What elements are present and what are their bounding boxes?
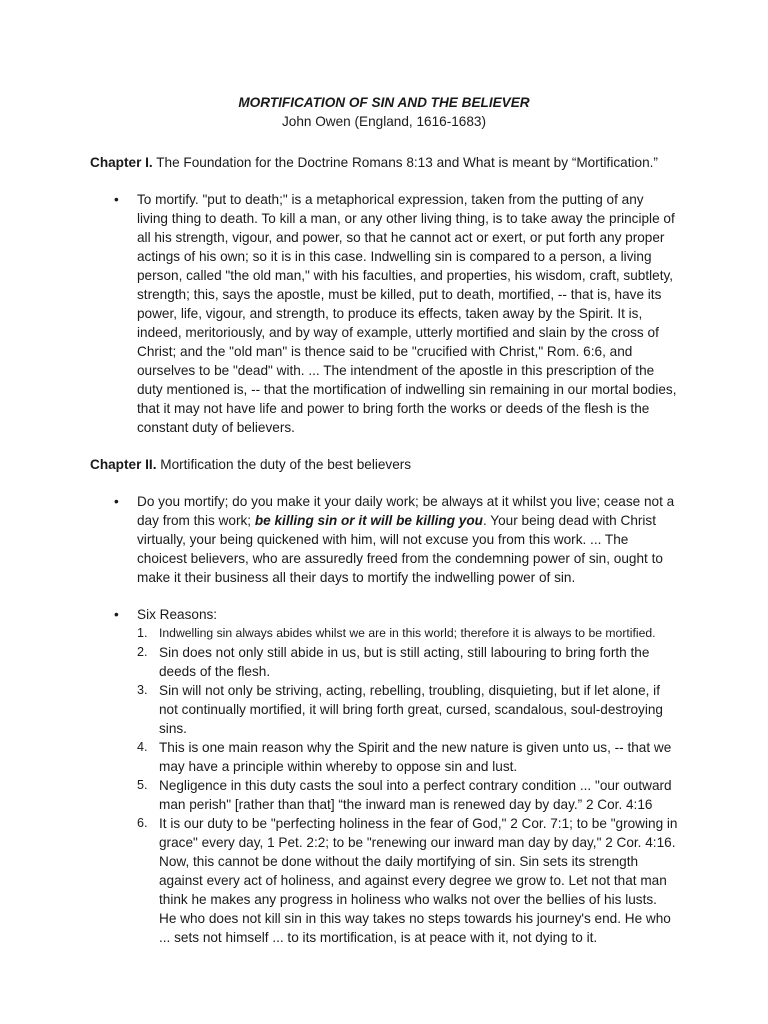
chapter-2-list — [90, 492, 678, 947]
reason-item — [137, 738, 678, 776]
chapter-1-list — [90, 190, 678, 437]
reason-item — [137, 814, 678, 947]
chapter-1-label: Chapter I. — [90, 155, 153, 170]
document-author: John Owen (England, 1616-1683) — [281, 114, 487, 129]
reason-item — [137, 681, 678, 738]
document-title: MORTIFICATION OF SIN AND THE BELIEVER — [238, 95, 530, 110]
reason-item — [137, 643, 678, 681]
reason-item — [137, 624, 678, 643]
list-item — [90, 190, 678, 437]
chapter-2-title: Mortification the duty of the best believers — [156, 457, 412, 472]
reason-text: It is our duty to be "perfecting holiness in the fear of God," 2 Cor. 7:1; to be "growing in grace" every day, 1 Pet. 2:2; to be "renewing our inward man day by day," 2 Cor. 4:16. Now, this cannot be done without the daily mortifying of sin. Sin sets its strength against every act of holiness, and against every degree we grow to. Let not that man think he makes any progress in holiness who walks not over the bellies of his lusts. He who does not kill sin in this way takes no steps towards his journey's end. He who ... sets not himself ... to its mortification, is at peace with it, not dying to it. — [159, 816, 678, 945]
reason-text: Sin does not only still abide in us, but is still acting, still labouring to bring forth the deeds of the flesh. — [159, 645, 650, 679]
chapter-1-heading — [90, 153, 678, 172]
bullet-icon: • — [114, 192, 119, 207]
paragraph-text: Do you mortify; do you make it your daily work; be always at it whilst you live; cease not a day from this work; — [137, 494, 675, 528]
reason-text: This is one main reason why the Spirit and the new nature is given unto us, -- that we may have a principle within whereby to oppose sin and lust. — [159, 740, 672, 774]
list-item — [90, 492, 678, 587]
chapter-2-label: Chapter II. — [90, 457, 157, 472]
list-item — [90, 605, 678, 947]
reason-number: 4. — [137, 740, 148, 754]
chapter-2-paragraph — [137, 494, 674, 585]
reason-number: 2. — [137, 645, 148, 659]
reason-number: 3. — [137, 683, 148, 697]
reason-text: Sin will not only be striving, acting, rebelling, troubling, disquieting, but if let alone, if not continually mortified, it will bring forth great, cursed, scandalous, soul-destroying sins. — [159, 683, 663, 736]
reasons-list — [137, 624, 678, 947]
chapter-1-paragraph: To mortify. "put to death;" is a metaphorical expression, taken from the putting of any living thing to death. To kill a man, or any other living thing, is to take away the principle of all his strength, vigour, and power, so that he cannot act or exert, or put forth any proper actings of his own; so it is in this case. Indwelling sin is compared to a person, a living person, called "the old man," with his faculties, and properties, his wisdom, craft, subtlety, strength; this, says the apostle, must be killed, put to death, mortified, -- that is, have its power, life, vigour, and strength, to produce its effects, taken away by the Spirit. It is, indeed, meritoriously, and by way of example, utterly mortified and slain by the cross of Christ; and the "old man" is thence said to be "crucified with Christ," Rom. 6:6, and ourselves to be "dead" with. ... The intendment of the apostle in this prescription of the duty mentioned is, -- that the mortification of indwelling sin remaining in our mortal bodies, that it may not have life and power to bring forth the works or deeds of the flesh is the constant duty of believers. — [137, 192, 677, 435]
bullet-icon: • — [114, 607, 119, 622]
reasons-label: Six Reasons: — [137, 607, 218, 622]
reason-number: 6. — [137, 816, 148, 830]
chapter-2-heading — [90, 455, 678, 474]
chapter-1-title: The Foundation for the Doctrine Romans 8:13 and What is meant by “Mortification.” — [152, 155, 658, 170]
reason-text: Negligence in this duty casts the soul into a perfect contrary condition ... "our outward man perish" [rather than that] “the inward man is renewed day by day.” 2 Cor. 4:16 — [159, 778, 672, 812]
paragraph-text: . Your being dead with Christ virtually, your being quickened with him, will not excuse you from this work. ... The choicest believers, who are assuredly freed from the condemning power of sin, ought to make it their business all their days to mortify the indwelling power of sin. — [137, 513, 663, 585]
reason-item — [137, 776, 678, 814]
reason-text: Indwelling sin always abides whilst we are in this world; therefore it is always to be mortified. — [159, 626, 656, 640]
bullet-icon: • — [114, 494, 119, 509]
emphasis-text: be killing sin or it will be killing you — [254, 513, 483, 528]
reason-number: 1. — [137, 626, 148, 640]
reason-number: 5. — [137, 778, 148, 792]
